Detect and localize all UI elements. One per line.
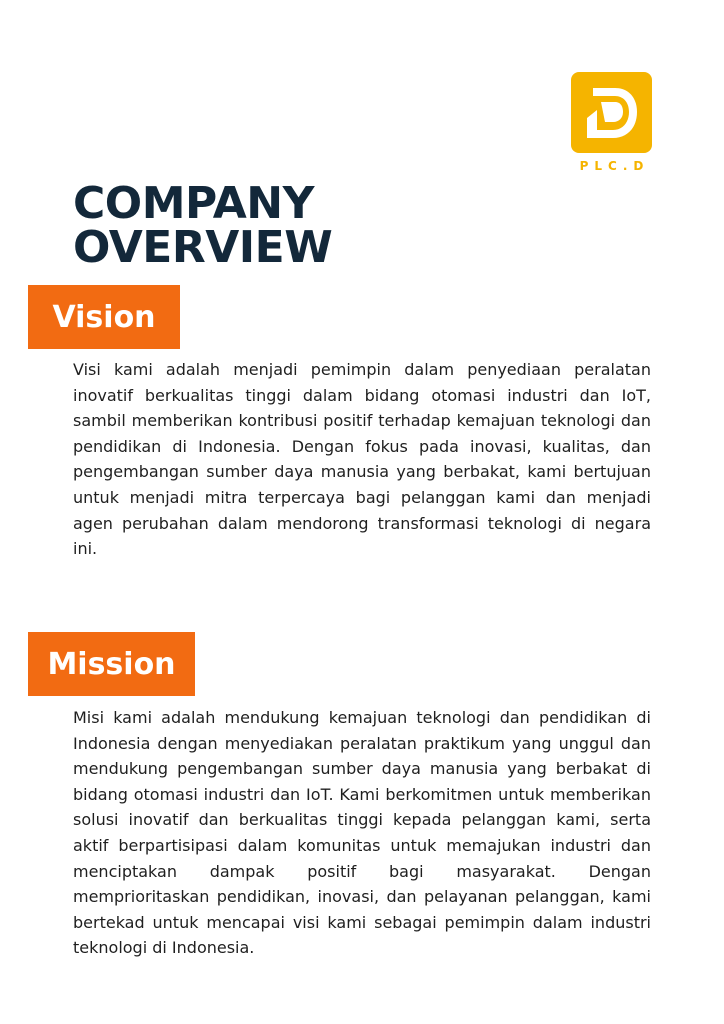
mission-heading: Mission: [28, 632, 195, 696]
company-logo: [571, 72, 652, 173]
title-line-1: COMPANY: [73, 178, 314, 229]
title-line-2: OVERVIEW: [73, 222, 333, 273]
vision-heading: Vision: [28, 285, 180, 349]
mission-text: Misi kami adalah mendukung kemajuan teknologi dan pendidikan di Indonesia dengan menyediakan peralatan praktikum yang unggul dan mendukung pengembangan sumber daya manusia yang berbakat di bidang otomasi industri dan IoT. Kami berkomitmen untuk memberikan solusi inovatif dan berkualitas tinggi kepada pelanggan kami, serta aktif berpartisipasi dalam komunitas untuk memajukan industri dan menciptakan dampak positif bagi masyarakat. Dengan memprioritaskan pendidikan, inovasi, dan pelayanan pelanggan, kami bertekad untuk mencapai visi kami sebagai pemimpin dalam industri teknologi di Indonesia.: [73, 708, 651, 958]
plc-d-logo-icon: [571, 72, 652, 153]
logo-text: PLC.D: [579, 159, 650, 173]
page-title: [73, 178, 333, 273]
vision-text: Visi kami adalah menjadi pemimpin dalam penyediaan peralatan inovatif berkualitas tinggi dalam bidang otomasi industri dan IoT, sambil memberikan kontribusi positif terhadap kemajuan teknologi dan pendidikan di Indonesia. Dengan fokus pada inovasi, kualitas, dan pengembangan sumber daya manusia yang berbakat, kami bertujuan untuk menjadi mitra terpercaya bagi pelanggan kami dan menjadi agen perubahan dalam mendorong transformasi teknologi di negara ini.: [73, 360, 651, 559]
